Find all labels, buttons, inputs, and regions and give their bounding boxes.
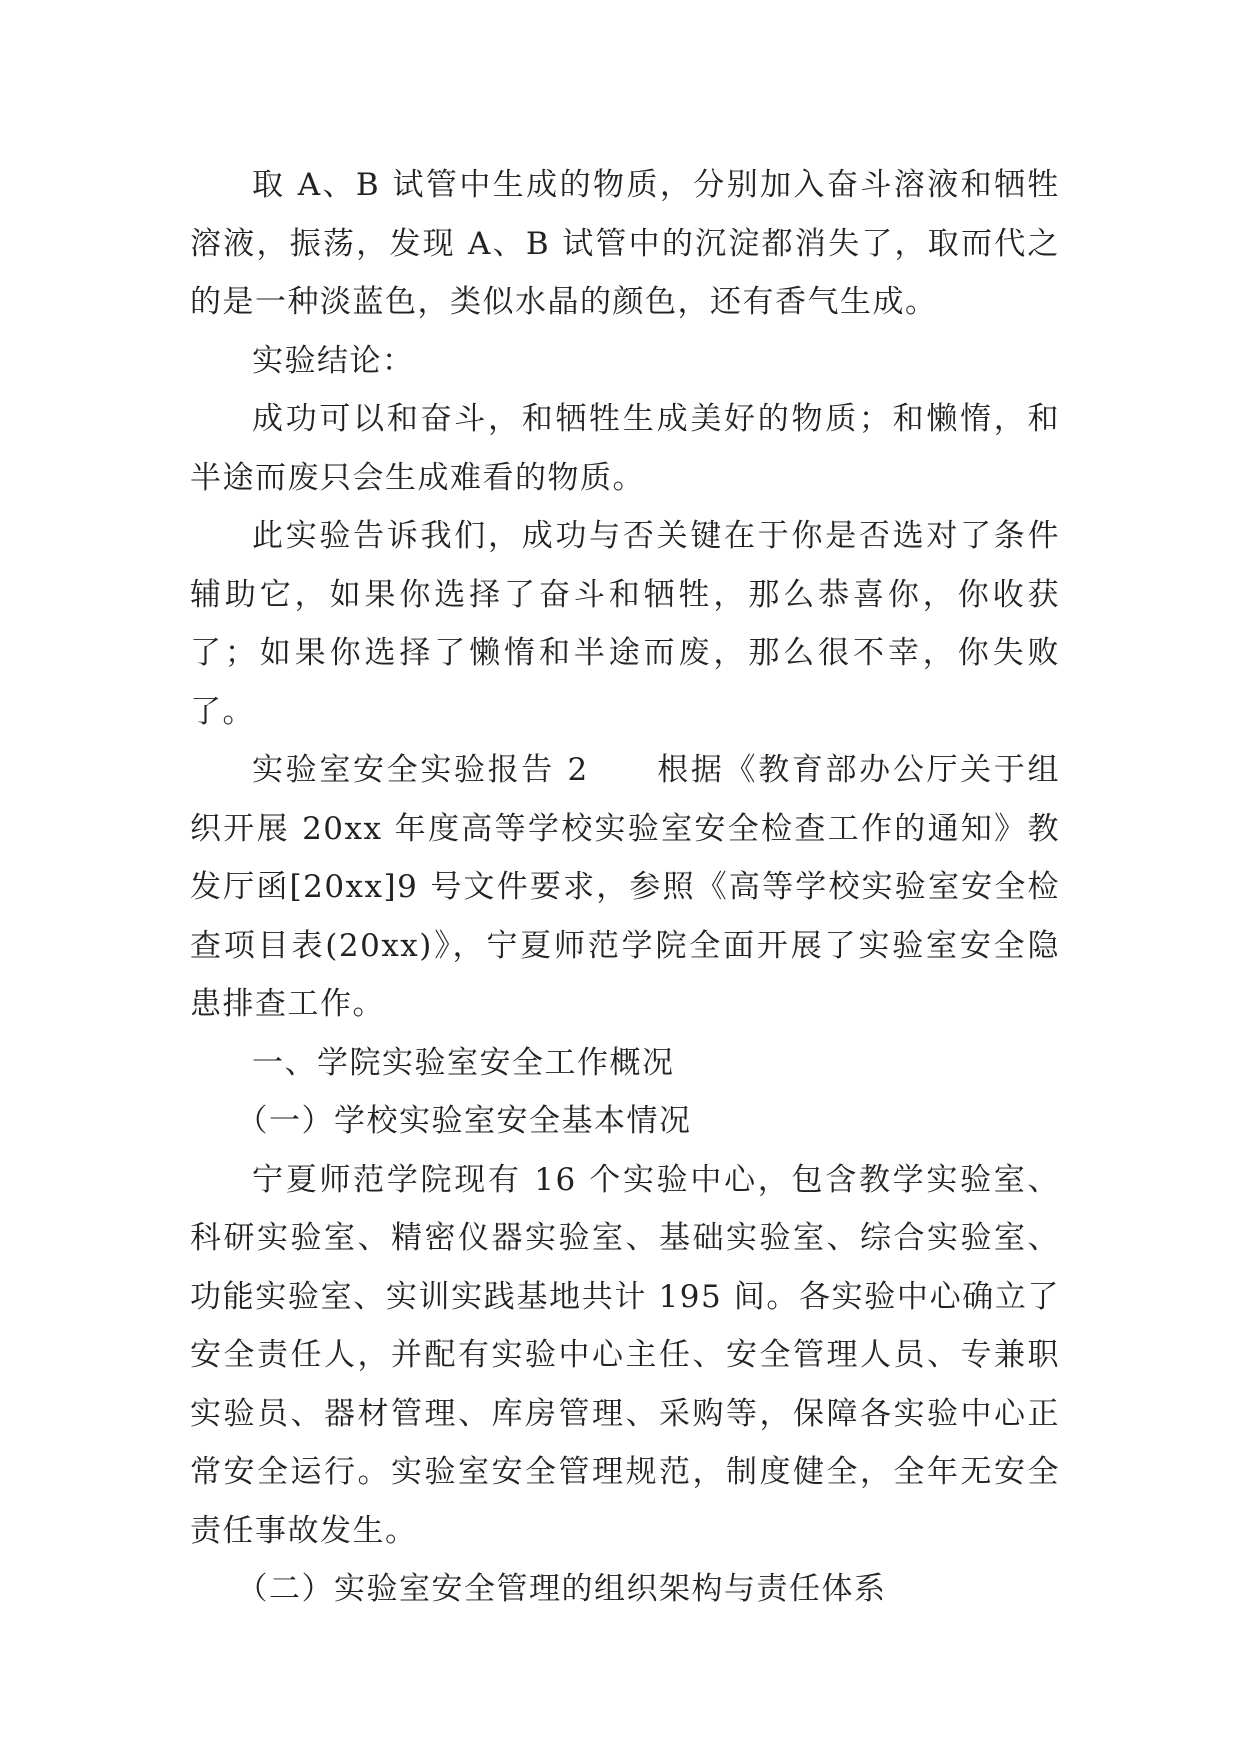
subsection-heading-organization: （二）实验室安全管理的组织架构与责任体系 bbox=[236, 1571, 887, 1607]
paragraph-conclusion: 成功可以和奋斗，和牺牲生成美好的物质；和懒惰，和半途而废只会生成难看的物质。 bbox=[190, 401, 1060, 496]
paragraph-lesson: 此实验告诉我们，成功与否关键在于你是否选对了条件辅助它，如果你选择了奋斗和牺牲，那么恭喜你，你收获了；如果你选择了懒惰和半途而废，那么很不幸，你失败了。 bbox=[190, 518, 1060, 730]
section-heading-overview: 一、学院实验室安全工作概况 bbox=[252, 1044, 675, 1081]
paragraph-conclusion-heading: 实验结论： bbox=[252, 342, 415, 379]
document-body bbox=[190, 156, 1060, 1619]
subsection-heading-basic-info: （一）学校实验室安全基本情况 bbox=[236, 1103, 692, 1139]
paragraph-report-2-intro: 实验室安全实验报告 2 根据《教育部办公厅关于组织开展 20xx 年度高等学校实验室安全检查工作的通知》教发厅函[20xx]9 号文件要求，参照《高等学校实验室安全检查项目表(20xx)》，宁夏师范学院全面开展了实验室安全隐患排查工作。 bbox=[190, 752, 1060, 1022]
paragraph-basic-info: 宁夏师范学院现有 16 个实验中心，包含教学实验室、科研实验室、精密仪器实验室、基础实验室、综合实验室、功能实验室、实训实践基地共计 195 间。各实验中心确立了安全责任人，并配有实验中心主任、安全管理人员、专兼职实验员、器材管理、库房管理、采购等，保障各实验中心正常安全运行。实验室安全管理规范，制度健全，全年无安全责任事故发生。 bbox=[190, 1161, 1060, 1549]
paragraph-experiment-result: 取 A、B 试管中生成的物质，分别加入奋斗溶液和牺牲溶液，振荡，发现 A、B 试管中的沉淀都消失了，取而代之的是一种淡蓝色，类似水晶的颜色，还有香气生成。 bbox=[190, 167, 1060, 320]
